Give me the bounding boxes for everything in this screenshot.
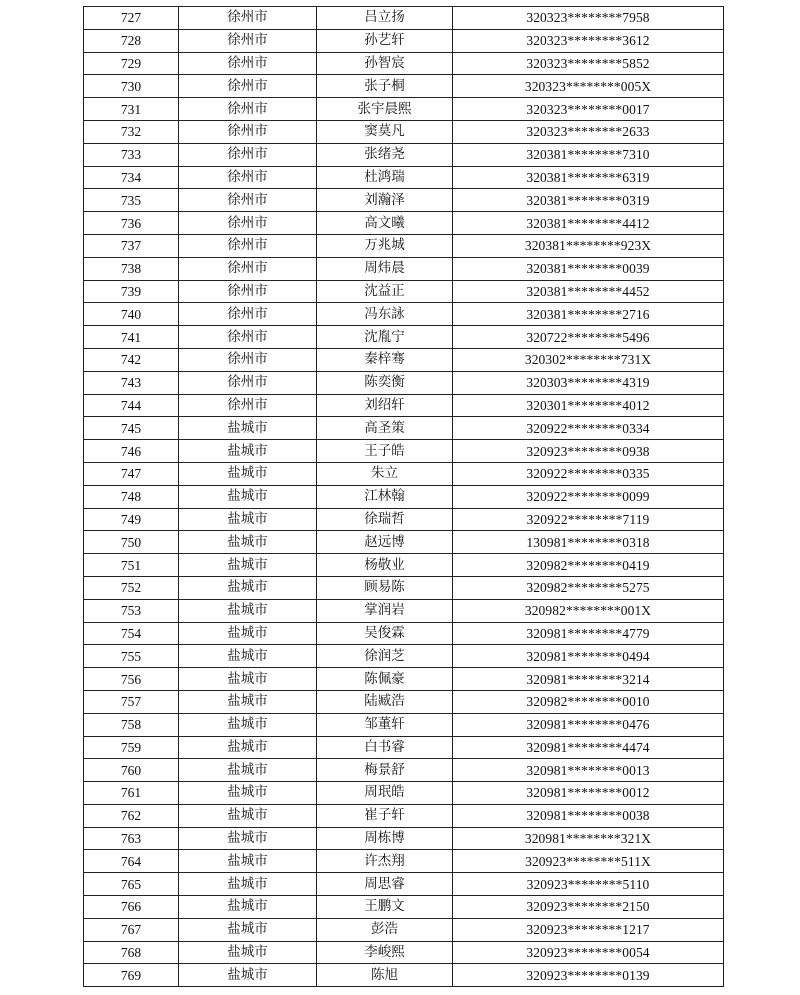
name-cell: 周珉皓 <box>317 782 453 805</box>
row-number-cell: 742 <box>84 348 179 371</box>
city-cell: 盐城市 <box>179 622 317 645</box>
row-number-cell: 738 <box>84 257 179 280</box>
id-number-cell: 320381********0039 <box>453 257 724 280</box>
city-cell: 盐城市 <box>179 485 317 508</box>
city-cell: 盐城市 <box>179 850 317 873</box>
row-number-cell: 755 <box>84 645 179 668</box>
id-number-cell: 320381********4412 <box>453 212 724 235</box>
table-row <box>84 736 724 759</box>
id-number-cell: 320381********2716 <box>453 303 724 326</box>
name-cell: 李峻熙 <box>317 941 453 964</box>
id-number-cell: 320981********3214 <box>453 668 724 691</box>
row-number-cell: 766 <box>84 896 179 919</box>
city-cell: 盐城市 <box>179 645 317 668</box>
table-row <box>84 599 724 622</box>
city-cell: 徐州市 <box>179 371 317 394</box>
name-cell: 梅景舒 <box>317 759 453 782</box>
row-number-cell: 762 <box>84 804 179 827</box>
table-row <box>84 531 724 554</box>
city-cell: 徐州市 <box>179 212 317 235</box>
city-cell: 盐城市 <box>179 896 317 919</box>
table-row <box>84 189 724 212</box>
name-cell: 冯东詠 <box>317 303 453 326</box>
id-number-cell: 320323********005X <box>453 75 724 98</box>
id-number-cell: 320923********0139 <box>453 964 724 987</box>
id-number-cell: 320323********7958 <box>453 7 724 30</box>
id-number-cell: 320982********001X <box>453 599 724 622</box>
document-page <box>83 6 723 987</box>
id-number-cell: 320982********5275 <box>453 576 724 599</box>
city-cell: 盐城市 <box>179 736 317 759</box>
name-cell: 张子桐 <box>317 75 453 98</box>
table-row <box>84 120 724 143</box>
id-number-cell: 320982********0419 <box>453 554 724 577</box>
city-cell: 徐州市 <box>179 234 317 257</box>
row-number-cell: 757 <box>84 690 179 713</box>
id-number-cell: 320923********1217 <box>453 918 724 941</box>
row-number-cell: 756 <box>84 668 179 691</box>
city-cell: 徐州市 <box>179 120 317 143</box>
name-cell: 陈奕衡 <box>317 371 453 394</box>
id-number-cell: 320922********7119 <box>453 508 724 531</box>
name-cell: 孙艺轩 <box>317 29 453 52</box>
city-cell: 盐城市 <box>179 508 317 531</box>
table-row <box>84 280 724 303</box>
table-row <box>84 850 724 873</box>
table-row <box>84 394 724 417</box>
name-cell: 白书睿 <box>317 736 453 759</box>
table-row <box>84 371 724 394</box>
row-number-cell: 748 <box>84 485 179 508</box>
row-number-cell: 759 <box>84 736 179 759</box>
table-row <box>84 7 724 30</box>
table-row <box>84 234 724 257</box>
row-number-cell: 727 <box>84 7 179 30</box>
table-row <box>84 713 724 736</box>
row-number-cell: 758 <box>84 713 179 736</box>
name-cell: 崔子轩 <box>317 804 453 827</box>
row-number-cell: 753 <box>84 599 179 622</box>
table-row <box>84 668 724 691</box>
name-cell: 陈佩豪 <box>317 668 453 691</box>
id-number-cell: 320381********6319 <box>453 166 724 189</box>
row-number-cell: 728 <box>84 29 179 52</box>
row-number-cell: 747 <box>84 462 179 485</box>
id-number-cell: 320922********0334 <box>453 417 724 440</box>
city-cell: 盐城市 <box>179 440 317 463</box>
table-row <box>84 166 724 189</box>
id-number-cell: 320381********0319 <box>453 189 724 212</box>
city-cell: 盐城市 <box>179 941 317 964</box>
name-cell: 窦莫凡 <box>317 120 453 143</box>
table-row <box>84 348 724 371</box>
city-cell: 盐城市 <box>179 417 317 440</box>
name-cell: 高圣策 <box>317 417 453 440</box>
table-row <box>84 143 724 166</box>
table-row <box>84 417 724 440</box>
row-number-cell: 735 <box>84 189 179 212</box>
row-number-cell: 764 <box>84 850 179 873</box>
id-number-cell: 320323********0017 <box>453 98 724 121</box>
table-row <box>84 440 724 463</box>
id-number-cell: 130981********0318 <box>453 531 724 554</box>
row-number-cell: 751 <box>84 554 179 577</box>
row-number-cell: 769 <box>84 964 179 987</box>
city-cell: 徐州市 <box>179 303 317 326</box>
id-number-cell: 320323********2633 <box>453 120 724 143</box>
id-number-cell: 320922********0099 <box>453 485 724 508</box>
name-cell: 王子皓 <box>317 440 453 463</box>
table-row <box>84 326 724 349</box>
row-number-cell: 743 <box>84 371 179 394</box>
id-number-cell: 320923********2150 <box>453 896 724 919</box>
name-cell: 王鹏文 <box>317 896 453 919</box>
name-cell: 刘瀚泽 <box>317 189 453 212</box>
name-cell: 赵远博 <box>317 531 453 554</box>
table-row <box>84 508 724 531</box>
row-number-cell: 736 <box>84 212 179 235</box>
row-number-cell: 744 <box>84 394 179 417</box>
table-row <box>84 257 724 280</box>
table-row <box>84 690 724 713</box>
table-row <box>84 941 724 964</box>
id-number-cell: 320323********5852 <box>453 52 724 75</box>
city-cell: 盐城市 <box>179 713 317 736</box>
name-cell: 张宇晨熙 <box>317 98 453 121</box>
city-cell: 盐城市 <box>179 554 317 577</box>
name-cell: 张绪尧 <box>317 143 453 166</box>
name-cell: 彭浩 <box>317 918 453 941</box>
id-number-cell: 320981********0012 <box>453 782 724 805</box>
id-number-cell: 320981********0013 <box>453 759 724 782</box>
city-cell: 盐城市 <box>179 827 317 850</box>
id-number-cell: 320981********0476 <box>453 713 724 736</box>
city-cell: 盐城市 <box>179 462 317 485</box>
row-number-cell: 739 <box>84 280 179 303</box>
id-number-cell: 320981********4779 <box>453 622 724 645</box>
city-cell: 盐城市 <box>179 690 317 713</box>
table-row <box>84 804 724 827</box>
name-cell: 沈益正 <box>317 280 453 303</box>
table-row <box>84 759 724 782</box>
name-cell: 刘绍轩 <box>317 394 453 417</box>
id-number-cell: 320301********4012 <box>453 394 724 417</box>
city-cell: 盐城市 <box>179 782 317 805</box>
id-number-cell: 320981********0038 <box>453 804 724 827</box>
name-cell: 周炜晨 <box>317 257 453 280</box>
name-cell: 掌润岩 <box>317 599 453 622</box>
table-row <box>84 485 724 508</box>
city-cell: 徐州市 <box>179 7 317 30</box>
name-cell: 孙智宸 <box>317 52 453 75</box>
table-row <box>84 896 724 919</box>
table-row <box>84 29 724 52</box>
row-number-cell: 737 <box>84 234 179 257</box>
city-cell: 徐州市 <box>179 257 317 280</box>
name-cell: 陆臧浩 <box>317 690 453 713</box>
row-number-cell: 768 <box>84 941 179 964</box>
city-cell: 徐州市 <box>179 52 317 75</box>
table-row <box>84 462 724 485</box>
name-cell: 江林翰 <box>317 485 453 508</box>
row-number-cell: 763 <box>84 827 179 850</box>
city-cell: 盐城市 <box>179 599 317 622</box>
table-row <box>84 75 724 98</box>
table-row <box>84 964 724 987</box>
city-cell: 徐州市 <box>179 143 317 166</box>
row-number-cell: 765 <box>84 873 179 896</box>
id-number-cell: 320923********0938 <box>453 440 724 463</box>
id-number-cell: 320982********0010 <box>453 690 724 713</box>
row-number-cell: 761 <box>84 782 179 805</box>
row-number-cell: 746 <box>84 440 179 463</box>
row-number-cell: 734 <box>84 166 179 189</box>
id-number-cell: 320722********5496 <box>453 326 724 349</box>
table-row <box>84 645 724 668</box>
table-row <box>84 622 724 645</box>
table-row <box>84 827 724 850</box>
table-row <box>84 52 724 75</box>
city-cell: 徐州市 <box>179 166 317 189</box>
row-number-cell: 754 <box>84 622 179 645</box>
row-number-cell: 750 <box>84 531 179 554</box>
id-number-cell: 320381********923X <box>453 234 724 257</box>
name-cell: 杜鸿瑞 <box>317 166 453 189</box>
name-cell: 高文曦 <box>317 212 453 235</box>
id-number-cell: 320981********4474 <box>453 736 724 759</box>
row-number-cell: 752 <box>84 576 179 599</box>
name-cell: 朱立 <box>317 462 453 485</box>
city-cell: 徐州市 <box>179 280 317 303</box>
city-cell: 徐州市 <box>179 348 317 371</box>
id-number-cell: 320303********4319 <box>453 371 724 394</box>
name-cell: 沈胤宁 <box>317 326 453 349</box>
id-number-cell: 320981********321X <box>453 827 724 850</box>
row-number-cell: 745 <box>84 417 179 440</box>
name-cell: 徐润芝 <box>317 645 453 668</box>
row-number-cell: 760 <box>84 759 179 782</box>
city-cell: 盐城市 <box>179 804 317 827</box>
city-cell: 盐城市 <box>179 759 317 782</box>
table-row <box>84 782 724 805</box>
id-number-cell: 320381********7310 <box>453 143 724 166</box>
roster-table-body <box>84 7 724 987</box>
city-cell: 盐城市 <box>179 576 317 599</box>
row-number-cell: 741 <box>84 326 179 349</box>
city-cell: 盐城市 <box>179 668 317 691</box>
city-cell: 盐城市 <box>179 918 317 941</box>
row-number-cell: 732 <box>84 120 179 143</box>
city-cell: 徐州市 <box>179 326 317 349</box>
id-number-cell: 320323********3612 <box>453 29 724 52</box>
name-cell: 万兆城 <box>317 234 453 257</box>
name-cell: 吕立扬 <box>317 7 453 30</box>
name-cell: 徐瑞哲 <box>317 508 453 531</box>
city-cell: 徐州市 <box>179 29 317 52</box>
table-row <box>84 303 724 326</box>
id-number-cell: 320922********0335 <box>453 462 724 485</box>
id-number-cell: 320302********731X <box>453 348 724 371</box>
city-cell: 徐州市 <box>179 189 317 212</box>
id-number-cell: 320923********5110 <box>453 873 724 896</box>
city-cell: 徐州市 <box>179 394 317 417</box>
table-row <box>84 873 724 896</box>
name-cell: 吴俊霖 <box>317 622 453 645</box>
city-cell: 盐城市 <box>179 873 317 896</box>
name-cell: 顾易陈 <box>317 576 453 599</box>
row-number-cell: 730 <box>84 75 179 98</box>
row-number-cell: 733 <box>84 143 179 166</box>
name-cell: 陈旭 <box>317 964 453 987</box>
name-cell: 秦梓骞 <box>317 348 453 371</box>
name-cell: 邹董轩 <box>317 713 453 736</box>
name-cell: 周栋博 <box>317 827 453 850</box>
row-number-cell: 731 <box>84 98 179 121</box>
table-row <box>84 554 724 577</box>
id-number-cell: 320981********0494 <box>453 645 724 668</box>
table-row <box>84 918 724 941</box>
city-cell: 徐州市 <box>179 98 317 121</box>
table-row <box>84 576 724 599</box>
id-number-cell: 320923********511X <box>453 850 724 873</box>
city-cell: 盐城市 <box>179 964 317 987</box>
city-cell: 徐州市 <box>179 75 317 98</box>
table-row <box>84 98 724 121</box>
table-row <box>84 212 724 235</box>
id-number-cell: 320923********0054 <box>453 941 724 964</box>
city-cell: 盐城市 <box>179 531 317 554</box>
row-number-cell: 729 <box>84 52 179 75</box>
row-number-cell: 767 <box>84 918 179 941</box>
row-number-cell: 749 <box>84 508 179 531</box>
name-cell: 杨敬业 <box>317 554 453 577</box>
roster-table <box>83 6 724 987</box>
row-number-cell: 740 <box>84 303 179 326</box>
name-cell: 许杰翔 <box>317 850 453 873</box>
name-cell: 周思睿 <box>317 873 453 896</box>
id-number-cell: 320381********4452 <box>453 280 724 303</box>
